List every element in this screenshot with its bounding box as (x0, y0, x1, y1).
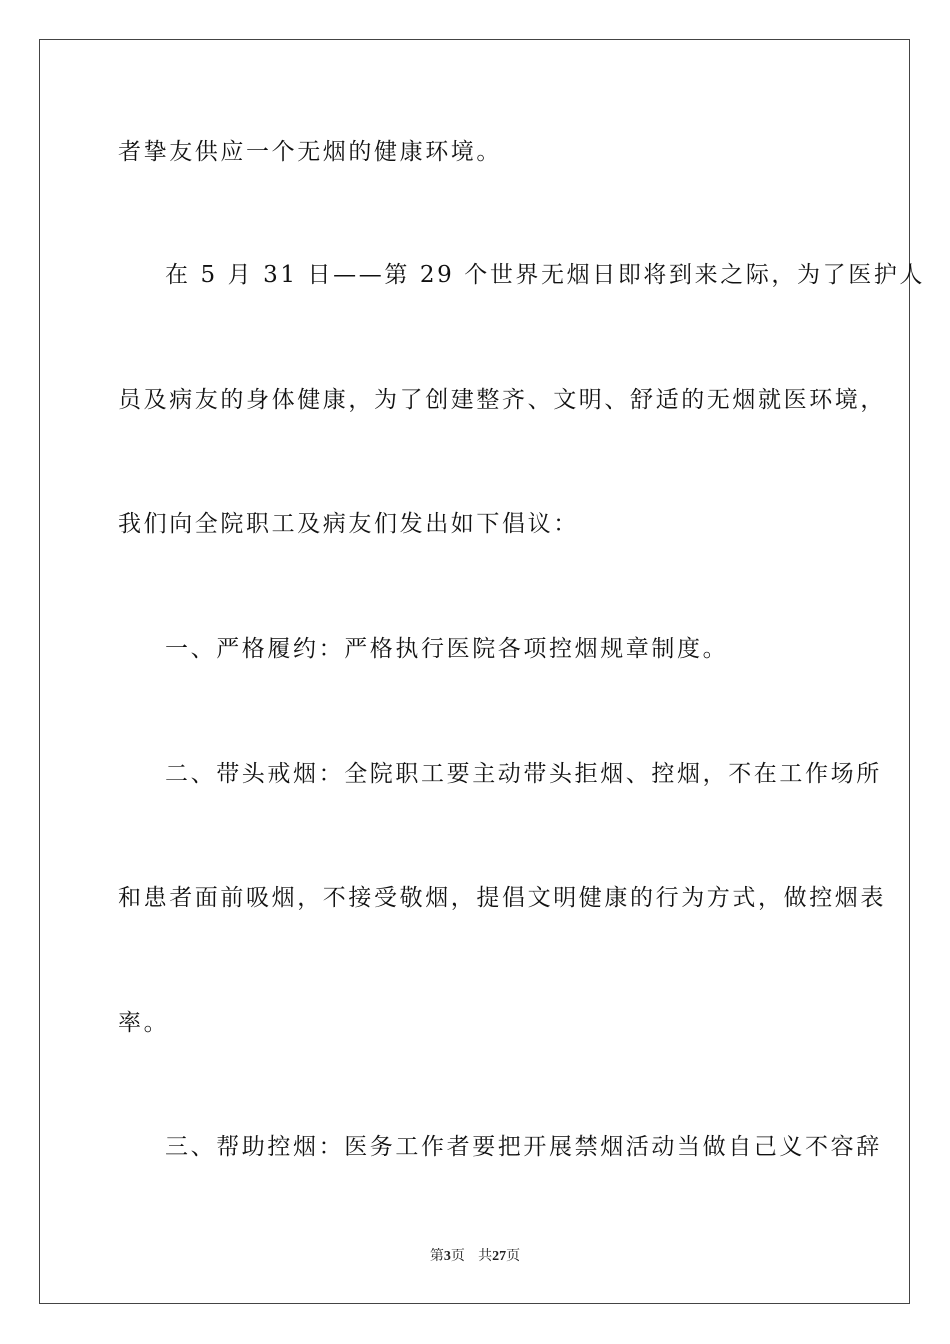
footer-page-unit: 页 (450, 1248, 465, 1264)
text-line: 和患者面前吸烟，不接受敬烟，提倡文明健康的行为方式，做控烟表 (118, 885, 886, 911)
total-pages-number: 27 (492, 1249, 507, 1264)
page-frame (39, 39, 926, 1304)
paragraph-line: 三、帮助控烟：医务工作者要把开展禁烟活动当做自己义不容辞 (165, 1134, 882, 1160)
text-line: 者挚友供应一个无烟的健康环境。 (118, 139, 502, 165)
footer-prefix: 第 (429, 1248, 444, 1264)
paragraph-line: 二、带头戒烟：全院职工要主动带头拒烟、控烟，不在工作场所 (165, 761, 882, 787)
text-line: 员及病友的身体健康，为了创建整齐、文明、舒适的无烟就医环境， (118, 387, 886, 413)
footer-total-prefix: 共 (478, 1248, 493, 1264)
text-line: 率。 (118, 1010, 170, 1036)
current-page-number: 3 (443, 1249, 451, 1264)
paragraph-line: 在 5 月 31 日——第 29 个世界无烟日即将到来之际，为了医护人 (165, 262, 926, 288)
text-line: 我们向全院职工及病友们发出如下倡议： (118, 511, 579, 537)
footer-total-unit: 页 (506, 1248, 521, 1264)
page-footer (0, 1247, 950, 1266)
paragraph-line: 一、严格履约：严格执行医院各项控烟规章制度。 (165, 636, 729, 662)
